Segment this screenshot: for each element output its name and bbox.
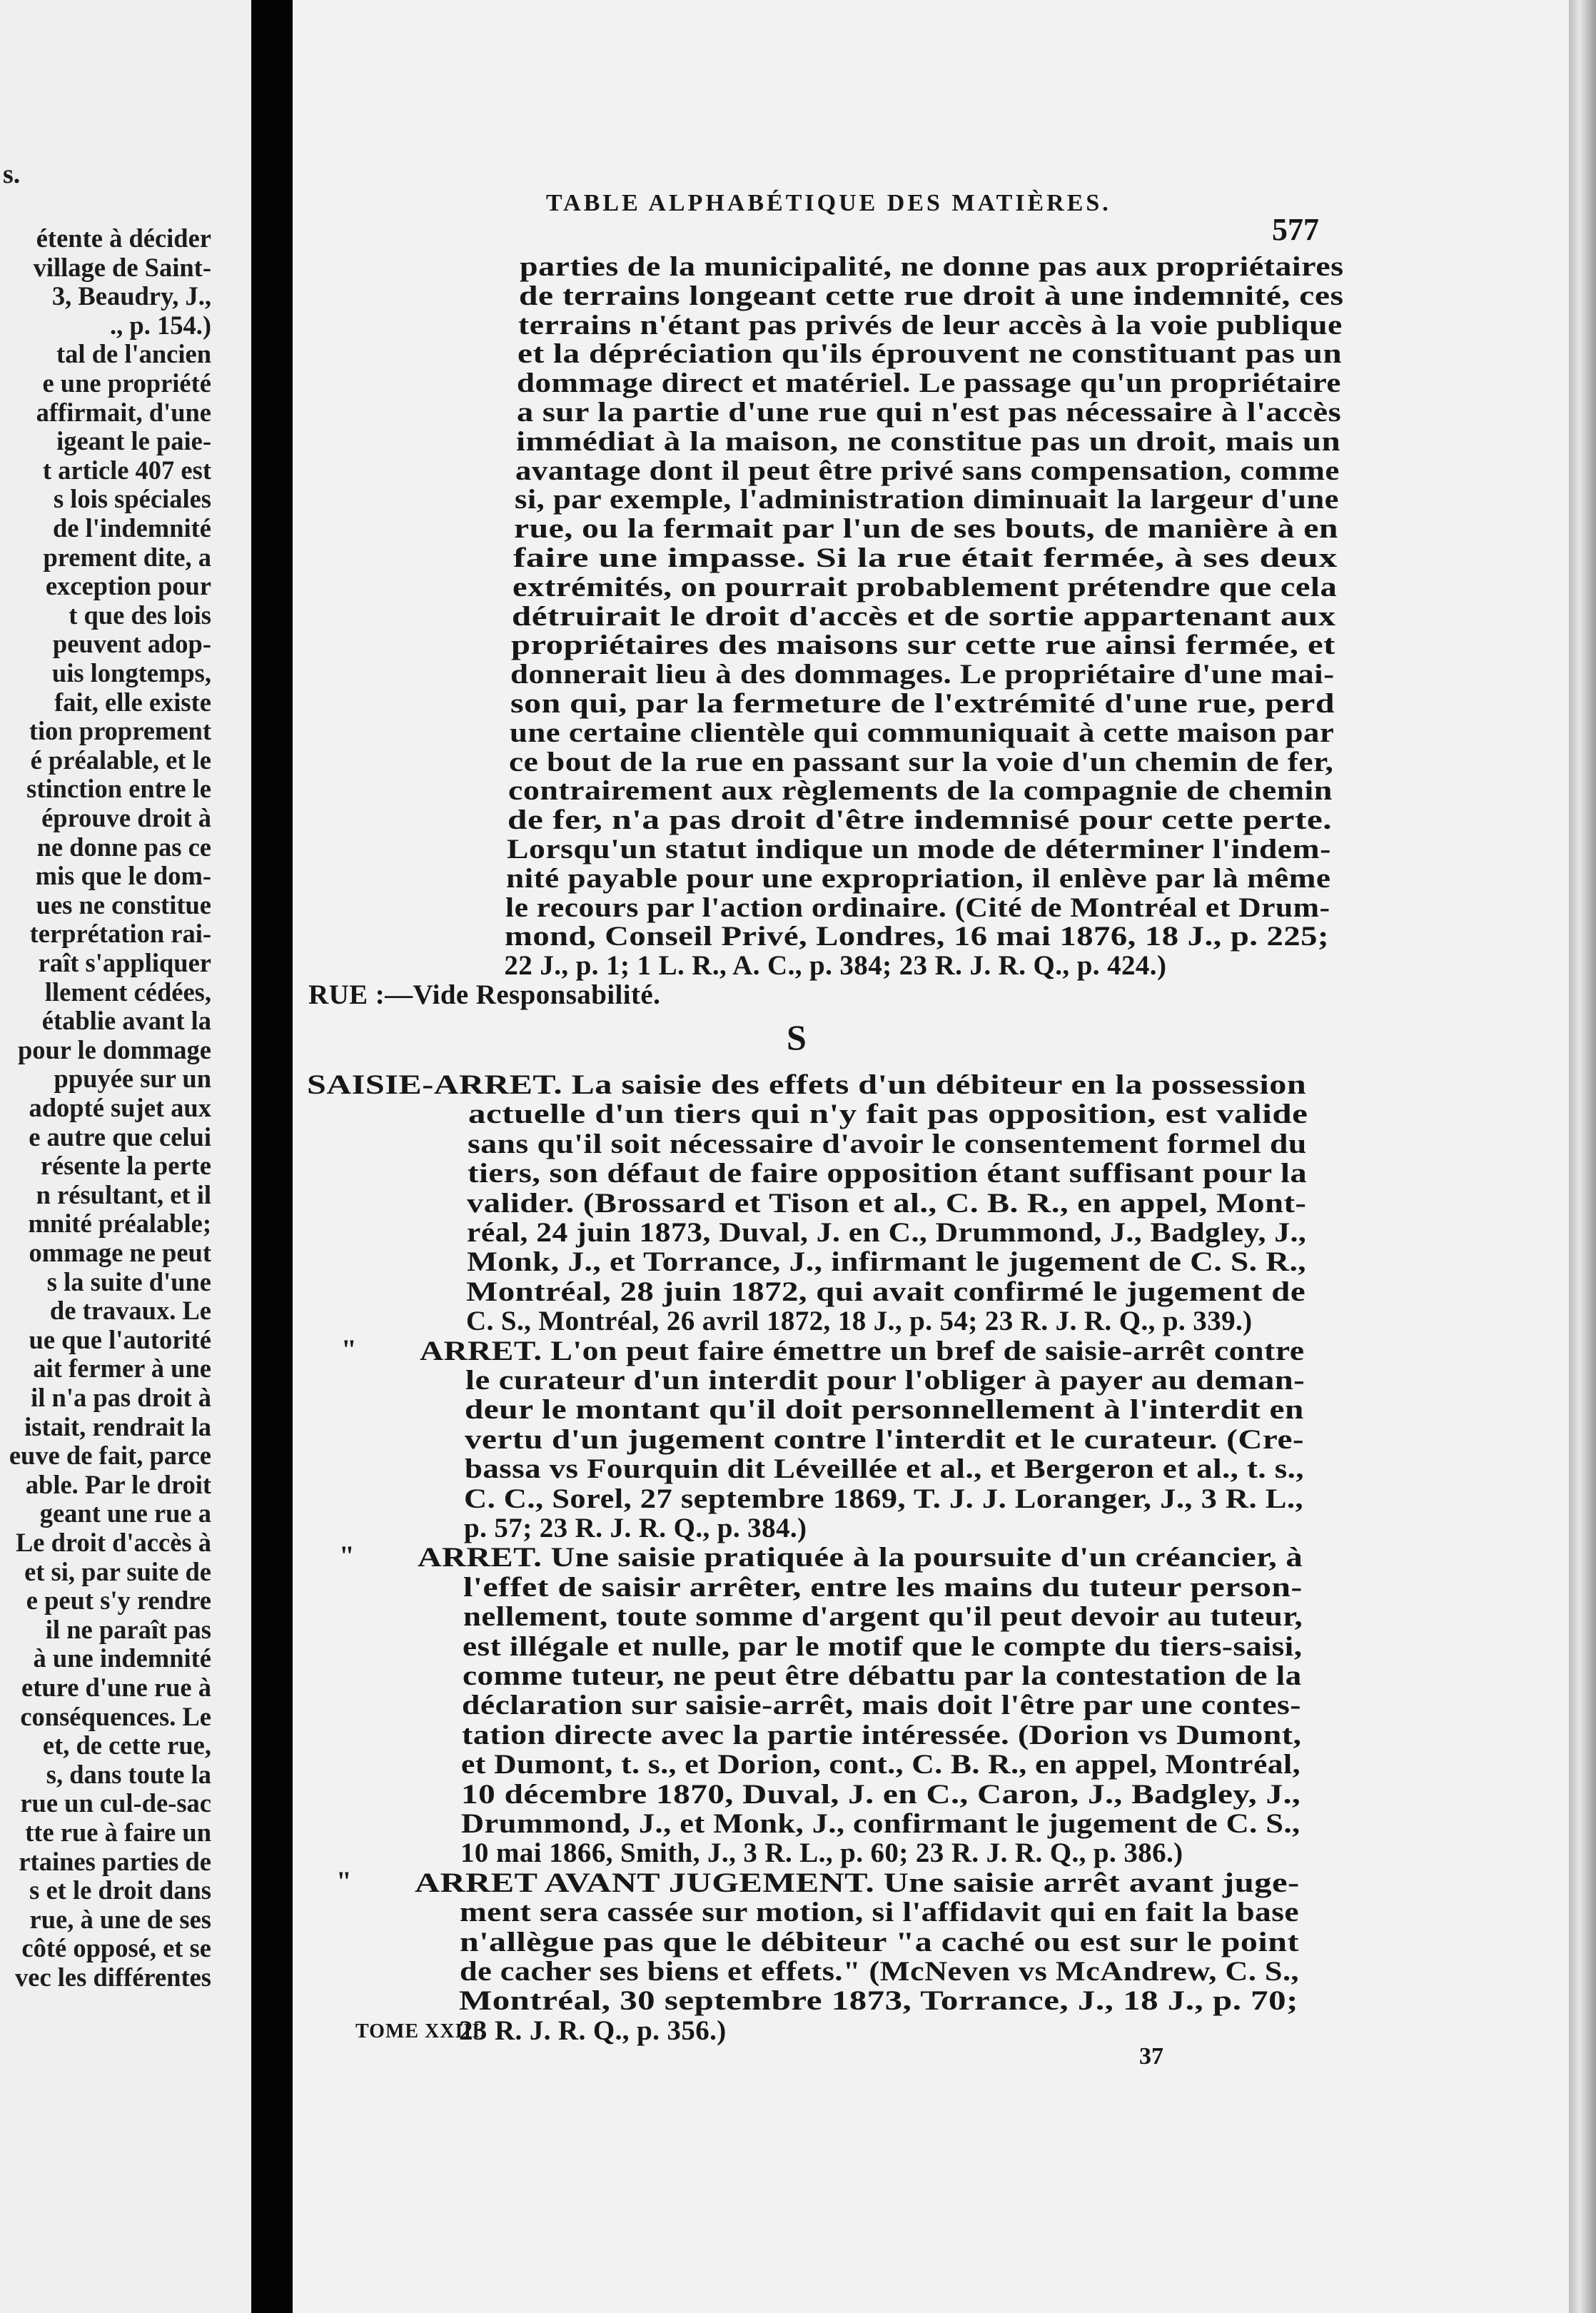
rue-text-line: si, par exemple, l'administration diminuait la largeur d'une [514,484,1339,515]
rue-text-line: immédiat à la maison, ne constitue pas un droit, mais un [515,425,1340,457]
volume-label: TOME XXIII. [355,2020,487,2042]
saisie-arret-line: n'allègue pas que le débiteur "a caché ou est sur le point [460,1926,1300,1957]
rue-text-line: contrairement aux règlements de la compagnie de chemin [507,775,1333,807]
saisie-arret-line: l'effet de saisir arrêter, entre les mains du tuteur person- [463,1571,1303,1603]
left-page-line: ppuyée sur un [54,1064,211,1094]
left-page-line: côté opposé, et se [21,1933,211,1963]
rue-text-line: dommage direct et matériel. Le passage qu'un propriétaire [517,368,1342,399]
saisie-arret-line: de cacher ses biens et effets." (McNeven vs McAndrew, C. S., [460,1956,1300,1987]
left-page-line: é préalable, et le [30,745,211,775]
left-page-line: e une propriété [42,368,211,398]
rue-text-line: nité payable pour une expropriation, il enlève par là même [506,862,1331,894]
rue-text-line: son qui, par la fermeture de l'extrémité d'une rue, perd [510,688,1335,719]
rue-text-line: avantage dont il peut être privé sans compensation, comme [515,455,1340,486]
left-page-line: istait, rendrait la [24,1411,211,1441]
left-page-line: t que des lois [69,600,211,630]
rue-text-line: et la dépréciation qu'ils éprouvent ne constituant pas un [517,338,1343,370]
left-page-line: pour le dommage [17,1034,211,1064]
saisie-arret-line: Drummond, J., et Monk, J., confirmant le jugement de C. S., [461,1808,1300,1839]
left-page-line: s lois spéciales [53,484,211,514]
left-page-line: mis que le dom- [35,861,211,891]
rue-text-line: terrains n'étant pas privés de leur accès à la voie publique [518,309,1343,341]
left-page-line: stinction entre le [26,774,211,804]
saisie-arret-line: Montréal, 28 juin 1872, qui avait confirmé le jugement de [466,1276,1306,1307]
ditto-mark: " [341,1334,358,1365]
left-page-line: ues ne constitue [36,890,211,919]
left-page-line: rue un cul-de-sac [20,1788,211,1818]
page-number: 577 [1272,212,1319,247]
rue-text-line: extrémités, on pourrait probablement prétendre que cela [512,571,1338,603]
left-page-line: raît s'appliquer [38,948,211,977]
left-page-line: prement dite, a [43,542,211,572]
saisie-arret-line: ARRET. Une saisie pratiquée à la poursuite d'un créancier, à [418,1542,1303,1573]
saisie-arret-line: C. C., Sorel, 27 septembre 1869, T. J. J. Loranger, J., 3 R. L., [464,1483,1304,1514]
left-page-line: conséquences. Le [20,1701,211,1731]
saisie-arret-line: SAISIE-ARRET. La saisie des effets d'un débiteur en la possession [307,1069,1307,1100]
saisie-arret-line: 10 mai 1866, Smith, J., 3 R. L., p. 60; 23 R. J. R. Q., p. 386.) [460,1838,1183,1869]
left-page-line: étente à décider [36,223,211,253]
saisie-arret-line: 10 décembre 1870, Duval, J. en C., Caron, J., Badgley, J., [461,1778,1301,1810]
rue-text-line: ce bout de la rue en passant sur la voie d'un chemin de fer, [508,746,1334,777]
left-page-line: à une indemnité [33,1643,211,1673]
rue-text-line: Lorsqu'un statut indique un mode de déterminer l'indem- [507,834,1331,865]
left-page-line: eture d'une rue à [21,1673,211,1702]
saisie-arret-line: deur le montant qu'il doit personnellement à l'interdit en [465,1394,1304,1426]
left-page-line: affirmait, d'une [36,397,211,427]
saisie-arret-line: déclaration sur saisie-arrêt, mais doit l'être par une contes- [462,1690,1301,1721]
left-page-line: de travaux. Le [49,1296,211,1326]
left-page-line: euve de fait, parce [9,1441,211,1471]
rue-text-line: 22 J., p. 1; 1 L. R., A. C., p. 384; 23 R. J. R. Q., p. 424.) [504,950,1167,982]
left-page-line: exception pour [45,571,211,601]
left-page-line: s, dans toute la [46,1759,211,1789]
left-page-line: fait, elle existe [54,687,211,717]
saisie-arret-line: C. S., Montréal, 26 avril 1872, 18 J., p. 54; 23 R. J. R. Q., p. 339.) [466,1306,1253,1337]
rue-text-line: a sur la partie d'une rue qui n'est pas nécessaire à l'accès [516,397,1341,428]
left-page-line: n résultant, et il [36,1179,211,1209]
left-page-line: Le droit d'accès à [15,1528,211,1557]
saisie-arret-line: Monk, J., et Torrance, J., infirmant le jugement de C. S. R., [467,1246,1307,1278]
left-page-line: et si, par suite de [24,1556,211,1586]
section-letter: S [787,1017,807,1057]
left-page-line: able. Par le droit [25,1469,211,1499]
saisie-arret-line: actuelle d'un tiers qui n'y fait pas opposition, est valide [468,1099,1308,1130]
saisie-arret-line: comme tuteur, ne peut être débattu par la contestation de la [463,1661,1302,1691]
left-page-line: adopté sujet aux [29,1093,211,1122]
left-page-line: ne donne pas ce [36,832,211,862]
left-page-line: il n'a pas droit à [31,1383,211,1412]
left-page-line: e peut s'y rendre [26,1586,211,1616]
left-page-line: ait fermer à une [33,1354,211,1384]
saisie-arret-line: et Dumont, t. s., et Dorion, cont., C. B. R., en appel, Montréal, [461,1749,1300,1780]
rue-text-line: rue, ou la fermait par l'un de ses bouts, de manière à en [513,513,1338,545]
saisie-arret-line: le curateur d'un interdit pour l'obliger à payer au deman- [465,1365,1305,1396]
saisie-arret-line: bassa vs Fourquin dit Léveillée et al., et Bergeron et al., t. s., [465,1453,1305,1485]
left-page-line: tte rue à faire un [25,1818,211,1847]
right-page [293,0,1569,2313]
saisie-arret-line: vertu d'un jugement contre l'interdit et le curateur. (Cre- [465,1423,1305,1455]
left-page-line: rue, à une de ses [29,1904,211,1934]
saisie-arret-line: ARRET AVANT JUGEMENT. Une saisie arrêt avant juge- [415,1867,1300,1898]
left-page-line: rtaines parties de [19,1846,211,1876]
left-page-fragment [0,0,251,2313]
signature-mark: 37 [1139,2043,1163,2070]
rue-text-line: faire une impasse. Si la rue était fermée, à ses deux [513,543,1338,573]
left-page-line: peuvent adop- [52,629,211,659]
saisie-arret-line: valider. (Brossard et Tison et al., C. B. R., en appel, Mont- [467,1187,1307,1219]
left-page-line: igeant le paie- [56,426,211,456]
left-page-line: 3, Beaudry, J., [51,281,211,311]
left-page-line: tal de l'ancien [56,339,211,369]
left-page-line: s la suite d'une [46,1266,211,1296]
saisie-arret-line: Montréal, 30 septembre 1873, Torrance, J., 18 J., p. 70; [459,1985,1298,2017]
saisie-arret-line: ARRET. L'on peut faire émettre un bref de saisie-arrêt contre [420,1335,1305,1366]
saisie-arret-line: tation directe avec la partie intéressée. (Dorion vs Dumont, [462,1719,1302,1750]
left-page-line: e autre que celui [29,1122,211,1152]
ditto-mark: " [339,1541,355,1572]
rue-text-line: parties de la municipalité, ne donne pas aux propriétaires [520,251,1344,282]
left-page-line: terprétation rai- [29,919,211,949]
page-gutter [251,0,293,2313]
left-page-line: ., p. 154.) [110,310,211,340]
left-page-line: il ne paraît pas [45,1614,211,1644]
rue-text-line: propriétaires des maisons sur cette rue ainsi fermée, et [511,630,1336,661]
left-page-line: ommage ne peut [29,1238,211,1267]
left-page-mark: s. [3,159,21,189]
rue-text-line: de fer, n'a pas droit d'être indemnisé pour cette perte. [507,805,1333,836]
left-page-line: t article 407 est [42,455,211,485]
left-page-line: établie avant la [41,1006,211,1036]
rue-text-line: le recours par l'action ordinaire. (Cité de Montréal et Drum- [505,892,1330,923]
left-page-line: de l'indemnité [52,513,211,543]
rue-vide-line [308,981,660,1009]
saisie-arret-line: p. 57; 23 R. J. R. Q., p. 384.) [464,1513,807,1543]
left-page-line: s et le droit dans [29,1875,211,1905]
left-page-line: vec les différentes [15,1962,211,1992]
saisie-arret-line: ment sera cassée sur motion, si l'affidavit qui en fait la base [460,1897,1299,1928]
left-page-line: ue que l'autorité [29,1324,211,1354]
running-head: TABLE ALPHABÉTIQUE DES MATIÈRES. [546,190,1111,216]
saisie-arret-line: sans qu'il soit nécessaire d'avoir le consentement formel du [468,1128,1307,1159]
left-page-line: mnité préalable; [28,1209,211,1239]
left-page-line: village de Saint- [33,252,211,282]
left-page-line: et, de cette rue, [42,1730,211,1760]
ditto-mark: " [336,1865,353,1897]
rue-text-line: mond, Conseil Privé, Londres, 16 mai 1876, 18 J., p. 225; [505,921,1330,952]
rue-text-line: une certaine clientèle qui communiquait à cette maison par [509,717,1334,748]
rue-vide-text: RUE :—Vide Responsabilité. [308,979,661,1010]
rue-text-line: donnerait lieu à des dommages. Le propriétaire d'une mai- [510,659,1335,690]
saisie-arret-line: 23 R. J. R. Q., p. 356.) [459,2015,727,2046]
saisie-arret-line: tiers, son défaut de faire opposition étant suffisant pour la [468,1158,1308,1189]
left-page-line: uis longtemps, [51,658,211,687]
left-page-line: geant une rue a [39,1498,211,1528]
saisie-arret-line: réal, 24 juin 1873, Duval, J. en C., Drummond, J., Badgley, J., [467,1217,1307,1248]
right-page-edge [1569,0,1596,2313]
left-page-line: llement cédées, [44,977,211,1007]
left-page-line: éprouve droit à [41,803,211,832]
saisie-arret-line: est illégale et nulle, par le motif que le compte du tiers-saisi, [463,1631,1303,1662]
left-page-line: résente la perte [40,1151,211,1181]
saisie-arret-line: nellement, toute somme d'argent qu'il peut devoir au tuteur, [463,1601,1303,1633]
left-page-line: tion proprement [29,716,211,746]
rue-text-line: détruirait le droit d'accès et de sortie appartenant aux [512,600,1336,632]
rue-text-line: de terrains longeant cette rue droit à une indemnité, ces [519,280,1344,311]
